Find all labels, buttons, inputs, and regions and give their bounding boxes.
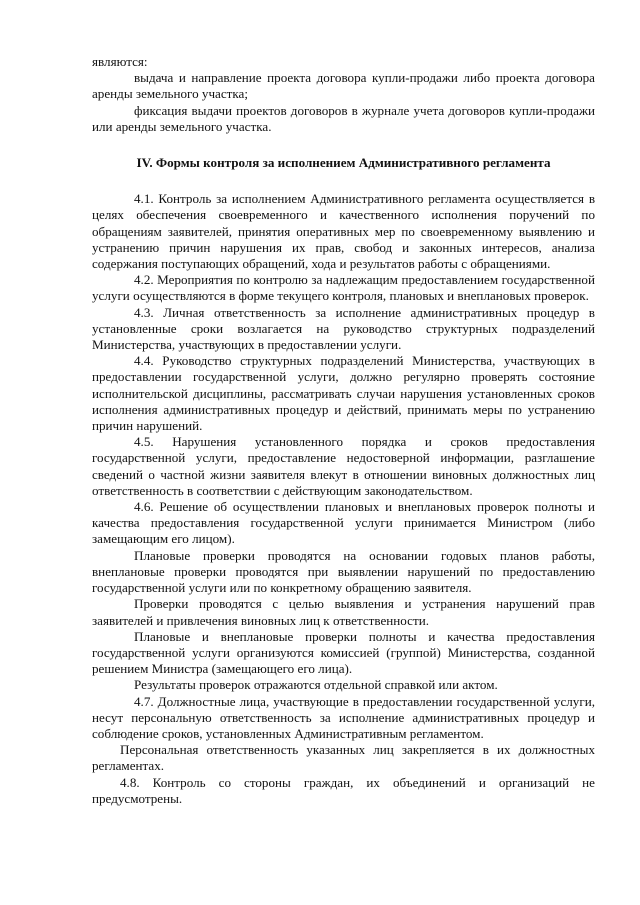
paragraph-4-6: 4.6. Решение об осуществлении плановых и внеплановых проверок полноты и качества предоставления государственной услуги принимается Министром (либо замещающим его лицом).	[92, 499, 595, 547]
paragraph-personal-responsibility: Персональная ответственность указанных лиц закрепляется в их должностных регламентах.	[92, 742, 595, 774]
paragraph-4-8: 4.8. Контроль со стороны граждан, их объединений и организаций не предусмотрены.	[92, 774, 595, 806]
list-item: выдача и направление проекта договора купли-продажи либо проекта договора аренды земельного участка;	[92, 70, 595, 102]
paragraph-4-1: 4.1. Контроль за исполнением Административного регламента осуществляется в целях обеспечения своевременного и качественного исполнения поручений по обращениям заявителей, принятия оперативных мер по своевременному выявлению и устранению причин нарушения их прав, свобод и законных интересов, анализа содержания поступающих обращений, хода и результатов работы с обращениями.	[92, 191, 595, 272]
paragraph-4-4: 4.4. Руководство структурных подразделений Министерства, участвующих в предоставлении государственной услуги, должно регулярно проверять состояние исполнительской дисциплины, рассматривать случаи нарушения установленных сроков исполнения административных процедур и действий, принимать меры по устранению причин нарушений.	[92, 353, 595, 434]
paragraph-check-purpose: Проверки проводятся с целью выявления и устранения нарушений прав заявителей и привлечения виновных лиц к ответственности.	[92, 596, 595, 628]
paragraph-4-5: 4.5. Нарушения установленного порядка и сроков предоставления государственной услуги, предоставление недостоверной информации, разглашение сведений о частной жизни заявителя влекут в отношении виновных должностных лиц ответственность в соответствии с действующим законодательством.	[92, 434, 595, 498]
paragraph-4-2: 4.2. Мероприятия по контролю за надлежащим предоставлением государственной услуги осуществляются в форме текущего контроля, плановых и внеплановых проверок.	[92, 272, 595, 304]
paragraph-check-commission: Плановые и внеплановые проверки полноты и качества предоставления государственной услуги организуются комиссией (группой) Министерства, созданной решением Министра (замещающего его лица).	[92, 628, 595, 677]
document-page	[92, 54, 595, 807]
paragraph-check-results: Результаты проверок отражаются отдельной справкой или актом.	[134, 677, 498, 693]
paragraph-planned-checks: Плановые проверки проводятся на основании годовых планов работы, внеплановые проверки проводятся при выявлении нарушений по предоставлению государственной услуги или по конкретному обращению заявителя.	[92, 547, 595, 596]
section-title: IV. Формы контроля за исполнением Административного регламента	[136, 155, 551, 171]
list-item: фиксация выдачи проектов договоров в журнале учета договоров купли-продажи или аренды земельного участка.	[92, 102, 595, 134]
intro-text: являются:	[92, 54, 148, 69]
paragraph-4-7: 4.7. Должностные лица, участвующие в предоставлении государственной услуги, несут персональную ответственность за исполнение административных процедур и соблюдение сроков, установленных Административным регламентом.	[92, 693, 595, 741]
paragraph-4-3: 4.3. Личная ответственность за исполнение административных процедур в установленные сроки возлагается на руководство структурных подразделений Министерства, участвующих в предоставлении услуги.	[92, 304, 595, 353]
